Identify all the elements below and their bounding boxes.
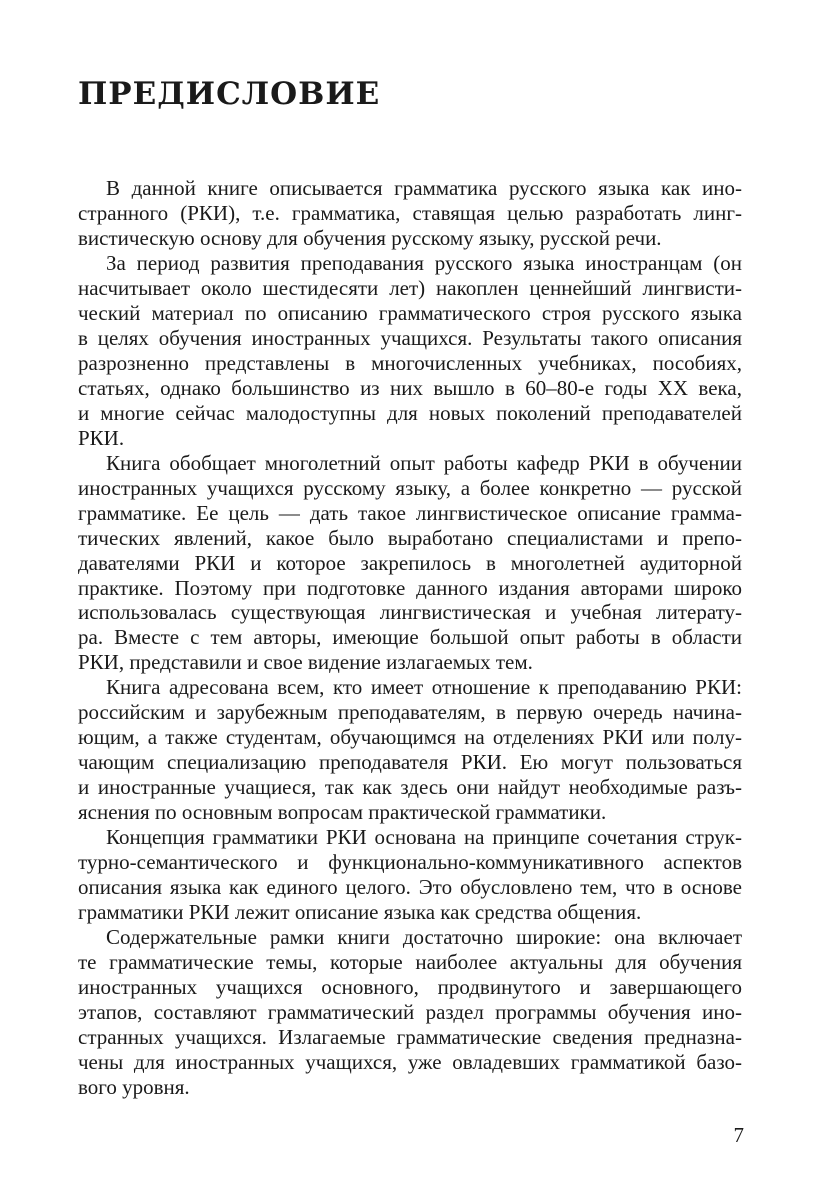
text-line: Книга адресована всем, кто имеет отношение к преподаванию РКИ: [106, 675, 742, 700]
text-line: ра. Вместе с тем авторы, имеющие большой опыт работы в области [78, 625, 742, 650]
text-line: иностранных учащихся русскому языку, а более конкретно — русской [78, 475, 742, 500]
text-line: этапов, составляют грамматический раздел программы обучения ино- [78, 999, 742, 1024]
paragraph [78, 925, 742, 1100]
text-line: использовалась существующая лингвистическая и учебная литерату- [78, 600, 742, 625]
text-line: ющим, а также студентам, обучающимся на отделениях РКИ или полу- [78, 725, 742, 750]
paragraph [78, 251, 742, 451]
text-line: странных учащихся. Излагаемые грамматические сведения предназна- [78, 1024, 742, 1049]
paragraph [78, 825, 742, 925]
paragraph [78, 451, 742, 676]
text-line: в целях обучения иностранных учащихся. Результаты такого описания [78, 325, 742, 350]
text-line: турно-семантического и функционально-коммуникативного аспектов [78, 850, 742, 875]
text-line: РКИ, представили и свое видение излагаемых тем. [78, 650, 533, 675]
text-line: те грамматические темы, которые наиболее актуальны для обучения [78, 950, 742, 975]
paragraph [78, 675, 742, 825]
body-text [78, 176, 742, 1100]
text-line: и иностранные учащиеся, так как здесь они найдут необходимые разъ- [78, 775, 742, 800]
text-line: Содержательные рамки книги достаточно широкие: она включает [106, 925, 742, 950]
text-line: РКИ. [78, 425, 125, 450]
text-line: чающим специализацию преподавателя РКИ. Ею могут пользоваться [78, 750, 742, 775]
text-line: статьях, однако большинство из них вышло в 60–80-е годы XX века, [78, 375, 742, 400]
text-line: иностранных учащихся основного, продвинутого и завершающего [78, 975, 742, 999]
paragraph [78, 176, 742, 251]
text-line: разрозненно представлены в многочисленных учебниках, пособиях, [78, 350, 742, 375]
text-line: За период развития преподавания русского языка иностранцам (он [106, 250, 742, 275]
text-line: странного (РКИ), т.е. грамматика, ставящая целью разработать линг- [78, 200, 742, 225]
text-line: российским и зарубежным преподавателям, в первую очередь начина- [78, 700, 742, 725]
text-line: практике. Поэтому при подготовке данного издания авторами широко [78, 575, 742, 600]
text-line: Книга обобщает многолетний опыт работы кафедр РКИ в обучении [106, 450, 742, 475]
text-line: и многие сейчас малодоступны для новых поколений преподавателей [78, 400, 742, 425]
page-title: ПРЕДИСЛОВИЕ [78, 76, 381, 112]
text-line: вистическую основу для обучения русскому языку, русской речи. [78, 225, 662, 250]
text-line: чены для иностранных учащихся, уже овладевших грамматикой базо- [78, 1049, 742, 1074]
text-line: давателями РКИ и которое закрепилось в многолетней аудиторной [78, 550, 742, 575]
page-number: 7 [733, 1123, 744, 1147]
text-line: В данной книге описывается грамматика русского языка как ино- [106, 176, 742, 200]
text-line: тических явлений, какое было выработано специалистами и препо- [78, 525, 742, 550]
text-line: насчитывает около шестидесяти лет) накоплен ценнейший лингвисти- [78, 275, 742, 300]
text-line: Концепция грамматики РКИ основана на принципе сочетания струк- [106, 825, 742, 850]
text-line: яснения по основным вопросам практической грамматики. [78, 800, 607, 825]
text-line: грамматики РКИ лежит описание языка как средства общения. [78, 900, 642, 925]
text-line: описания языка как единого целого. Это обусловлено тем, что в основе [78, 875, 742, 900]
text-line: грамматике. Ее цель — дать такое лингвистическое описание грамма- [78, 500, 742, 525]
text-line: ческий материал по описанию грамматического строя русского языка [78, 300, 742, 325]
text-line: вого уровня. [78, 1074, 190, 1099]
